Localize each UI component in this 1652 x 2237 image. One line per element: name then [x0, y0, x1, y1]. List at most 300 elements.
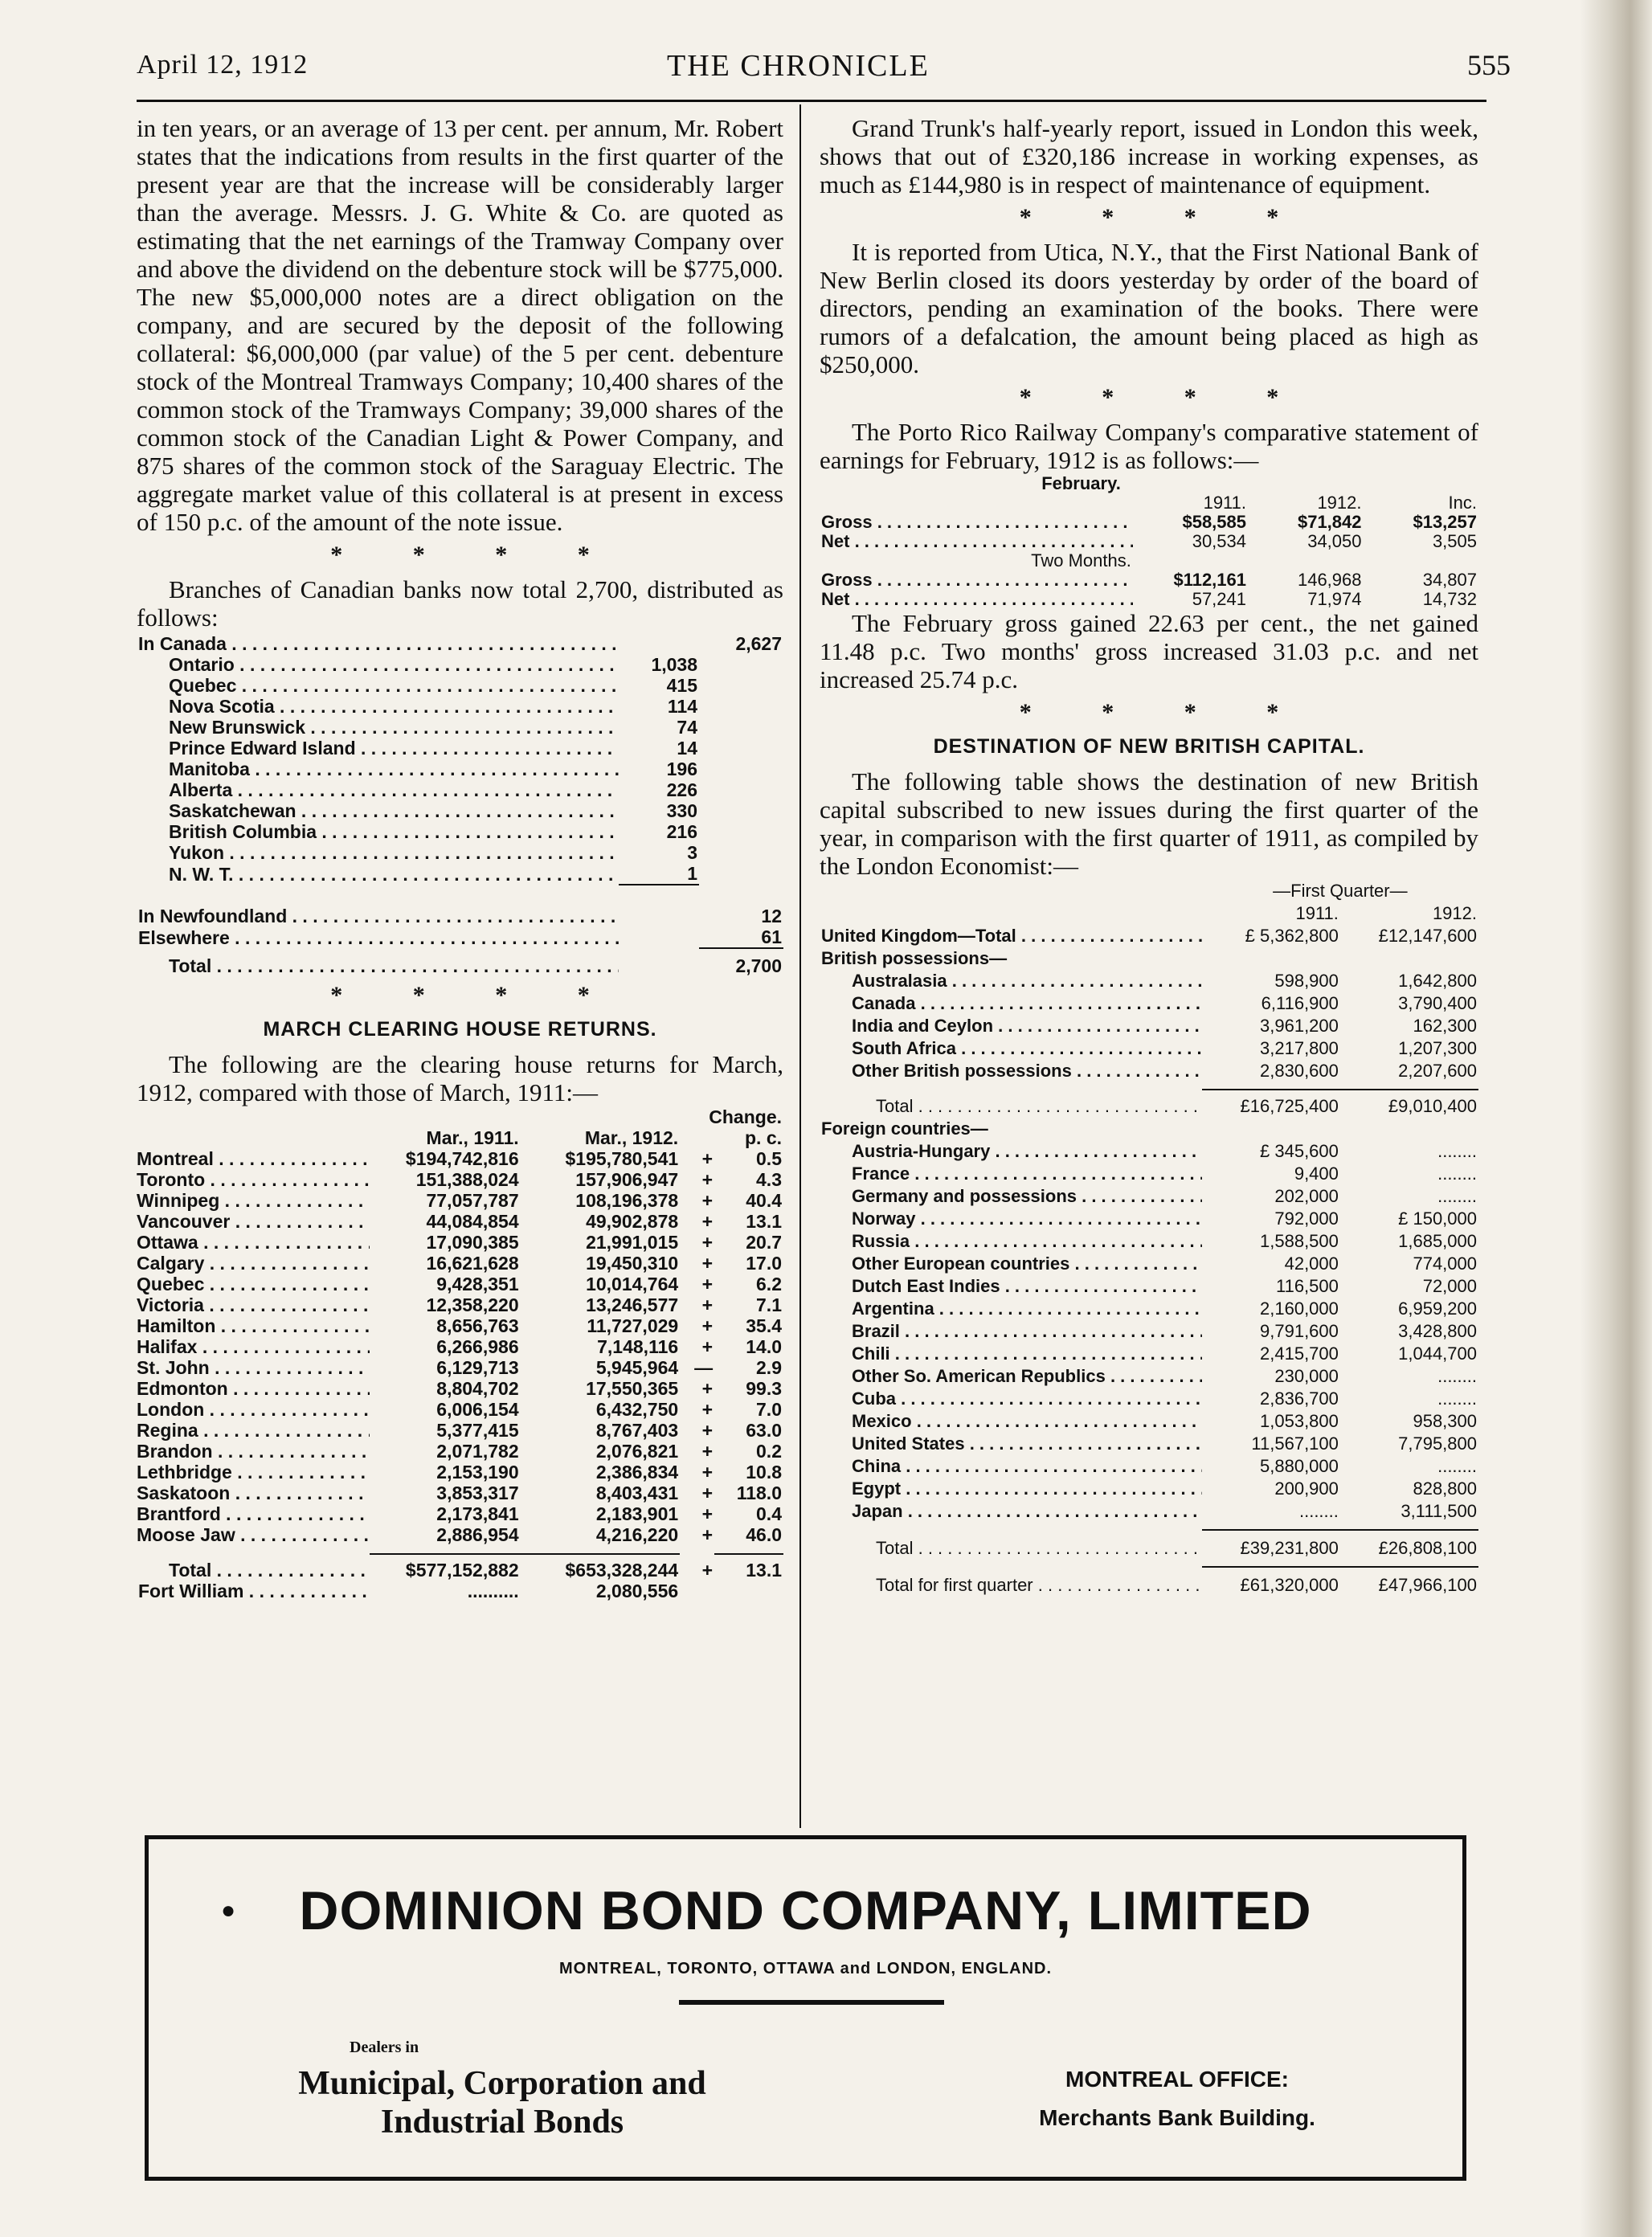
table-row	[137, 1357, 783, 1378]
value: 30,534	[1192, 531, 1246, 551]
value-1912: 1,642,800	[1398, 971, 1477, 991]
change-pc: 10.8	[746, 1462, 782, 1482]
table-row	[820, 1388, 1478, 1410]
value-1912: ........	[1437, 1388, 1477, 1409]
section-stars: * * * *	[1019, 204, 1311, 231]
table-row	[820, 570, 1478, 590]
clearing-intro: The following are the clearing house returns for March, 1912, compared with those of March, 1911:—	[137, 1050, 783, 1106]
ad-bonds-line-1: Municipal, Corporation and	[298, 2065, 706, 2102]
row-label: Yukon . . .	[169, 842, 619, 863]
value-1911: 8,656,763	[436, 1315, 519, 1336]
value-1912: 6,959,200	[1398, 1298, 1477, 1319]
table-row	[820, 925, 1478, 947]
change-pc: 17.0	[746, 1253, 782, 1274]
table-row	[137, 1190, 783, 1211]
table-row	[137, 1581, 783, 1601]
row-label: Other European countries . . .	[852, 1253, 1202, 1274]
value: 14,732	[1422, 589, 1477, 609]
value-1911: 12,358,220	[426, 1294, 519, 1315]
row-label: Calgary . . .	[137, 1253, 370, 1274]
row-label: Brazil . . .	[852, 1321, 1202, 1341]
page-edge	[1580, 0, 1652, 2237]
value-1911: 230,000	[1274, 1366, 1339, 1386]
table-row	[137, 1524, 783, 1545]
row-label: Other So. American Republics . . .	[852, 1366, 1202, 1386]
header-date: April 12, 1912	[137, 50, 309, 80]
value-1911: 9,428,351	[436, 1274, 519, 1294]
column-header: Mar., 1911.	[426, 1127, 519, 1148]
ad-dealers-label: Dealers in	[350, 2039, 419, 2056]
table-row	[137, 1554, 783, 1581]
change-pc: 46.0	[746, 1524, 782, 1545]
row-label: London . . .	[137, 1399, 370, 1420]
porto-rico-intro: The Porto Rico Railway Company's comparative statement of earnings for February, 1912 is as follows:—	[820, 418, 1478, 474]
section-stars: * * * *	[330, 542, 622, 568]
table-row	[137, 800, 783, 821]
table-row	[820, 1082, 1478, 1090]
row-label: Saskatoon . . .	[137, 1482, 370, 1503]
column-header: 1911.	[1203, 493, 1246, 513]
value-1911: 9,791,600	[1260, 1321, 1339, 1341]
ad-title: DOMINION BOND COMPANY, LIMITED	[299, 1880, 1312, 1941]
table-row	[137, 696, 783, 717]
grand-trunk-paragraph: Grand Trunk's half-yearly report, issued in London this week, shows that out of £320,186 increase in working expenses, as much as £144,980 is in respect of maintenance of equipment.	[820, 114, 1478, 198]
dominion-bond-advertisement	[145, 1835, 1466, 2181]
table-row	[820, 1455, 1478, 1478]
change-sign: —	[694, 1357, 714, 1378]
row-label: Total . . .	[876, 1096, 1202, 1116]
table-row	[820, 880, 1478, 902]
ad-cities: MONTREAL, TORONTO, OTTAWA and LONDON, ENGLAND.	[558, 1960, 1053, 1977]
value-1912: 3,790,400	[1398, 993, 1477, 1013]
table-row	[137, 948, 783, 976]
province-count: 114	[667, 696, 697, 717]
value-1912: 1,685,000	[1398, 1231, 1477, 1251]
row-label: Winnipeg . . .	[137, 1190, 370, 1211]
table-row	[820, 1343, 1478, 1365]
change-sign: +	[701, 1232, 714, 1253]
table-row	[820, 1298, 1478, 1320]
value: $13,257	[1413, 512, 1477, 532]
change-pc: 14.0	[746, 1336, 782, 1357]
table-row	[820, 1015, 1478, 1037]
province-count: 330	[666, 800, 697, 821]
table-row	[820, 1410, 1478, 1433]
row-label: Edmonton . . .	[137, 1378, 370, 1399]
row-label: Prince Edward Island . . .	[169, 738, 619, 759]
utica-paragraph: It is reported from Utica, N.Y., that the First National Bank of New Berlin closed its doors yesterday by order of the board of directors, pending an examination of the books. There were rumors of a defalcation, the amount being placed as high as $250,000.	[820, 238, 1478, 378]
row-label: Austria-Hungary . . .	[852, 1141, 1202, 1161]
table-row	[137, 1232, 783, 1253]
value-1911: £39,231,800	[1240, 1538, 1339, 1558]
table-row	[137, 1503, 783, 1524]
city-label: Total . . .	[169, 1560, 370, 1581]
value-1912: 4,216,220	[595, 1524, 679, 1545]
table-row	[137, 633, 783, 654]
value-1912: 10,014,764	[586, 1274, 679, 1294]
value: 146,968	[1297, 570, 1362, 590]
row-label: Lethbridge . . .	[137, 1462, 370, 1482]
change-sign: +	[701, 1190, 714, 1211]
province-count: 415	[666, 675, 697, 696]
ad-divider	[679, 2000, 944, 2005]
change-pc: 7.0	[756, 1399, 782, 1420]
table-row	[820, 1567, 1478, 1597]
table-row	[137, 717, 783, 738]
table-row	[820, 1530, 1478, 1560]
table-row	[820, 513, 1478, 532]
table-row	[137, 1545, 783, 1554]
value: 71,974	[1307, 589, 1362, 609]
value-1912: 17,550,365	[586, 1378, 679, 1399]
row-label: China . . .	[852, 1456, 1202, 1476]
newspaper-page	[121, 42, 1575, 2195]
value-1912: $653,328,244	[565, 1560, 679, 1581]
value-1911: £ 5,362,800	[1245, 926, 1339, 946]
value-1911: 151,388,024	[415, 1169, 519, 1190]
column-header: Mar., 1912.	[584, 1127, 679, 1148]
page-header	[121, 42, 1575, 98]
value-1912: 2,207,600	[1398, 1061, 1477, 1081]
value-1912: 157,906,947	[575, 1169, 679, 1190]
change-sign: +	[701, 1211, 714, 1232]
value-1911: £61,320,000	[1240, 1575, 1339, 1595]
table-row	[137, 1399, 783, 1420]
row-label: Halifax . . .	[137, 1336, 370, 1357]
table-row	[137, 1482, 783, 1503]
value-1911: 6,116,900	[1261, 993, 1339, 1013]
table-row	[137, 1315, 783, 1336]
value-1911: £ 345,600	[1260, 1141, 1339, 1161]
row-label: Manitoba . . .	[169, 759, 619, 779]
row-label: Argentina . . .	[852, 1298, 1202, 1319]
column-separator	[799, 104, 801, 1828]
value-1911: 17,090,385	[426, 1232, 519, 1253]
value-1911: 5,377,415	[436, 1420, 519, 1441]
change-pc: 6.2	[756, 1274, 782, 1294]
row-label: Norway . . .	[852, 1208, 1202, 1229]
value-1912: 7,148,116	[597, 1336, 679, 1357]
province-count: 14	[677, 738, 697, 759]
change-pc: 20.7	[746, 1232, 782, 1253]
table-row	[137, 1441, 783, 1462]
change-sign: +	[701, 1399, 714, 1420]
column-header: Change.	[709, 1106, 782, 1127]
group-label: British possessions—	[821, 948, 1008, 968]
value-1912: ........	[1437, 1186, 1477, 1206]
row-label: Alberta . . .	[169, 779, 619, 800]
row-label: Cuba . . .	[852, 1388, 1202, 1409]
value-1912: 8,767,403	[595, 1420, 679, 1441]
province-count: 1,038	[651, 654, 697, 675]
table-row	[137, 821, 783, 842]
province-count: 74	[677, 717, 697, 738]
table-row	[137, 1169, 783, 1190]
row-label: Toronto . . .	[137, 1169, 370, 1190]
table-row	[820, 1275, 1478, 1298]
value-1912: £47,966,100	[1378, 1575, 1477, 1595]
change-pc: 40.4	[746, 1190, 782, 1211]
value-1911: 1,053,800	[1260, 1411, 1339, 1431]
branch-label: Elsewhere . . .	[138, 927, 619, 948]
row-label: Total . . .	[876, 1538, 1202, 1558]
change-pc: 118.0	[736, 1482, 782, 1503]
table-row	[137, 1148, 783, 1169]
table-row	[820, 1560, 1478, 1567]
value-1912: £9,010,400	[1388, 1096, 1477, 1116]
value-1912: 2,183,901	[595, 1503, 679, 1524]
value-1912: $195,780,541	[565, 1148, 679, 1169]
value-1912: ........	[1437, 1163, 1477, 1184]
value-1911: 1,588,500	[1260, 1231, 1339, 1251]
change-pc: 2.9	[756, 1357, 782, 1378]
value-1911: 2,160,000	[1260, 1298, 1339, 1319]
row-label: Other British possessions . . .	[852, 1061, 1202, 1081]
british-rows	[820, 970, 1478, 1082]
clearing-table	[137, 1106, 783, 1601]
column-header: 1911.	[1295, 903, 1339, 923]
value-1912: 3,428,800	[1398, 1321, 1477, 1341]
row-label: Ontario . . .	[169, 654, 619, 675]
value: $71,842	[1297, 512, 1362, 532]
value-1911: 8,804,702	[436, 1378, 519, 1399]
value-1912: 3,111,500	[1401, 1501, 1477, 1521]
value-1912: 828,800	[1413, 1478, 1477, 1499]
value-1911: 200,900	[1274, 1478, 1339, 1499]
value: 34,807	[1422, 570, 1477, 590]
province-count: 1	[687, 863, 697, 884]
value-1911: 2,886,954	[436, 1524, 519, 1545]
row-label: St. John . . .	[137, 1357, 370, 1378]
table-row	[820, 992, 1478, 1015]
change-sign: +	[701, 1441, 714, 1462]
row-label: Saskatchewan . . .	[169, 800, 619, 821]
value-1911: 3,961,200	[1260, 1016, 1339, 1036]
table-row	[820, 902, 1478, 925]
value-1911: 2,830,600	[1260, 1061, 1339, 1081]
table-row	[137, 654, 783, 675]
change-sign: +	[701, 1462, 714, 1482]
row-label: Quebec . . .	[137, 1274, 370, 1294]
capital-table	[820, 880, 1478, 1597]
table-row	[137, 1127, 783, 1148]
value-1912: 1,044,700	[1398, 1343, 1477, 1364]
value-1912: 162,300	[1413, 1016, 1477, 1036]
province-rows	[137, 654, 783, 885]
tramway-paragraph: in ten years, or an average of 13 per cent. per annum, Mr. Robert states that the indications from results in the first quarter of the present year are that the increase will be considerably larger than the average. Messrs. J. G. White & Co. are quoted as estimating that the net earnings of the Tramway Company over and above the dividend on the debenture stock will be $775,000. The new $5,000,000 notes are a direct obligation on the company, and are secured by the deposit of the following collateral: $6,000,000 (par value) of the 5 per cent. debenture stock of the Montreal Tramways Company; 10,400 shares of the common stock of the Tramways Company; 39,000 shares of the common stock of the Canadian Light & Power Company, and 875 shares of the common stock of the Saraguay Electric. The aggregate market value of this collateral is at present in excess of 150 p.c. of the amount of the note issue.	[137, 114, 783, 536]
table-row	[820, 1478, 1478, 1500]
value-1912: 13,246,577	[586, 1294, 679, 1315]
change-pc: 0.4	[756, 1503, 782, 1524]
row-label: Germany and possessions . . .	[852, 1186, 1202, 1206]
header-title: THE CHRONICLE	[667, 49, 930, 83]
value-1911: 792,000	[1274, 1208, 1339, 1229]
table-row	[820, 1253, 1478, 1275]
table-row	[137, 1274, 783, 1294]
ad-bonds-text	[229, 2064, 775, 2141]
row-label: Australasia . . .	[852, 971, 1202, 991]
row-label: Russia . . .	[852, 1231, 1202, 1251]
value: 34,050	[1307, 531, 1362, 551]
value-1912: 958,300	[1413, 1411, 1477, 1431]
value-1912: 2,076,821	[595, 1441, 679, 1462]
value-1911: 2,071,782	[436, 1441, 519, 1462]
column-header: —First Quarter—	[1273, 881, 1408, 901]
table-row	[137, 1106, 783, 1127]
value-1912: 2,386,834	[595, 1462, 679, 1482]
branch-count: 2,700	[735, 955, 782, 976]
table-row	[820, 1090, 1478, 1118]
change-sign: +	[701, 1560, 714, 1581]
value-1912: 11,727,029	[587, 1315, 679, 1336]
table-row	[820, 474, 1478, 493]
value-1911: 6,129,713	[436, 1357, 519, 1378]
table-row	[820, 1118, 1478, 1140]
value-1911: $577,152,882	[405, 1560, 519, 1581]
group-label: Foreign countries—	[821, 1118, 988, 1139]
change-pc: 0.5	[756, 1148, 782, 1169]
porto-rico-summary: The February gross gained 22.63 per cent., the net gained 11.48 p.c. Two months' gross increased 31.03 p.c. and net increased 25.74 p.c.	[820, 609, 1478, 693]
value: 3,505	[1432, 531, 1477, 551]
value-1912: £ 150,000	[1398, 1208, 1477, 1229]
left-column	[137, 114, 783, 1601]
branches-intro: Branches of Canadian banks now total 2,700, distributed as follows:	[137, 575, 783, 632]
table-row	[137, 759, 783, 779]
row-label: Japan . . .	[852, 1501, 1202, 1521]
value-1911: 2,415,700	[1260, 1343, 1339, 1364]
value-1911: 6,006,154	[436, 1399, 519, 1420]
branches-table	[137, 633, 783, 976]
row-label: India and Ceylon . . .	[852, 1016, 1202, 1036]
value: 57,241	[1192, 589, 1246, 609]
value-1911: 202,000	[1274, 1186, 1339, 1206]
change-pc: 0.2	[756, 1441, 782, 1462]
value-1912: 72,000	[1422, 1276, 1477, 1296]
header-page-number: 555	[1467, 49, 1511, 81]
column-header: 1912.	[1432, 903, 1477, 923]
row-label: United Kingdom—Total . . .	[821, 926, 1202, 946]
value-1911: 598,900	[1274, 971, 1339, 991]
row-label: Gross . . .	[821, 570, 1133, 590]
table-row	[820, 1320, 1478, 1343]
branch-label: In Canada . . .	[138, 633, 619, 654]
table-row	[820, 1163, 1478, 1185]
ad-bonds-line-2: Industrial Bonds	[380, 2104, 624, 2141]
change-sign: +	[701, 1336, 714, 1357]
table-row	[820, 1500, 1478, 1523]
change-pc: 13.1	[746, 1560, 782, 1581]
value-1912: ........	[1437, 1141, 1477, 1161]
row-label: France . . .	[852, 1163, 1202, 1184]
value-1912: ........	[1437, 1366, 1477, 1386]
table-row	[137, 1462, 783, 1482]
table-row	[137, 1336, 783, 1357]
value-1912: ........	[1437, 1456, 1477, 1476]
table-row	[137, 738, 783, 759]
value-1912: 19,450,310	[586, 1253, 679, 1274]
value-1911: 6,266,986	[436, 1336, 519, 1357]
foreign-rows	[820, 1140, 1478, 1523]
table-row	[137, 675, 783, 696]
value-1911: 3,853,317	[436, 1482, 519, 1503]
table-row	[137, 1211, 783, 1232]
value-1911: 77,057,787	[426, 1190, 519, 1211]
row-label: Montreal . . .	[137, 1148, 370, 1169]
table-row	[820, 1433, 1478, 1455]
table-row	[820, 1208, 1478, 1230]
value-1911: 5,880,000	[1260, 1456, 1339, 1476]
row-label: Egypt . . .	[852, 1478, 1202, 1499]
row-label: Net . . .	[821, 590, 1133, 609]
column-header: p. c.	[744, 1127, 782, 1148]
province-count: 226	[666, 779, 697, 800]
change-pc: 4.3	[756, 1169, 782, 1190]
value-1912: 8,403,431	[595, 1482, 679, 1503]
row-label: Victoria . . .	[137, 1294, 370, 1315]
value-1911: 3,217,800	[1260, 1038, 1339, 1058]
row-label: British Columbia . . .	[169, 821, 619, 842]
table-row	[137, 863, 783, 885]
table-row	[820, 947, 1478, 970]
row-label: Vancouver . . .	[137, 1211, 370, 1232]
table-row	[820, 1060, 1478, 1082]
table-row	[820, 970, 1478, 992]
column-header: Inc.	[1448, 493, 1477, 513]
table-row	[137, 906, 783, 926]
capital-heading: DESTINATION OF NEW BRITISH CAPITAL.	[933, 735, 1365, 758]
value-1912: 6,432,750	[595, 1399, 679, 1420]
ad-office-building: Merchants Bank Building.	[1039, 2105, 1315, 2130]
table-row	[137, 1420, 783, 1441]
value-1912: £12,147,600	[1378, 926, 1477, 946]
change-sign: +	[701, 1253, 714, 1274]
change-pc: 13.1	[746, 1211, 782, 1232]
change-sign: +	[701, 1524, 714, 1545]
row-label: Net . . .	[821, 532, 1133, 551]
table-row	[137, 842, 783, 863]
row-label: Brandon . . .	[137, 1441, 370, 1462]
value-1911: 11,567,100	[1251, 1433, 1339, 1454]
value-1911: £16,725,400	[1240, 1096, 1339, 1116]
province-count: 196	[666, 759, 697, 779]
table-row	[820, 590, 1478, 609]
value-1911: 44,084,854	[426, 1211, 519, 1232]
branch-count: 2,627	[735, 633, 782, 654]
value-1911: 2,173,841	[436, 1503, 519, 1524]
row-label: Canada . . .	[852, 993, 1202, 1013]
row-label: Nova Scotia . . .	[169, 696, 619, 717]
change-sign: +	[701, 1169, 714, 1190]
table-row	[820, 1230, 1478, 1253]
section-stars: * * * *	[1019, 384, 1311, 411]
value-1912: 7,795,800	[1398, 1433, 1477, 1454]
change-sign: +	[701, 1378, 714, 1399]
value-1911: 2,836,700	[1260, 1388, 1339, 1409]
row-label: Total for first quarter . . .	[876, 1575, 1202, 1595]
row-label: Gross . . .	[821, 513, 1133, 532]
row-label: Ottawa . . .	[137, 1232, 370, 1253]
value-1911: 16,621,628	[426, 1253, 519, 1274]
porto-rico-table	[820, 474, 1478, 609]
value-1912: 5,945,964	[595, 1357, 679, 1378]
two-months-label: Two Months.	[1031, 550, 1131, 570]
row-label: Quebec . . .	[169, 675, 619, 696]
province-count: 3	[687, 842, 697, 863]
row-label: Brantford . . .	[137, 1503, 370, 1524]
table-row	[137, 1253, 783, 1274]
branch-count: 61	[699, 926, 783, 948]
row-label: Dutch East Indies . . .	[852, 1276, 1202, 1296]
